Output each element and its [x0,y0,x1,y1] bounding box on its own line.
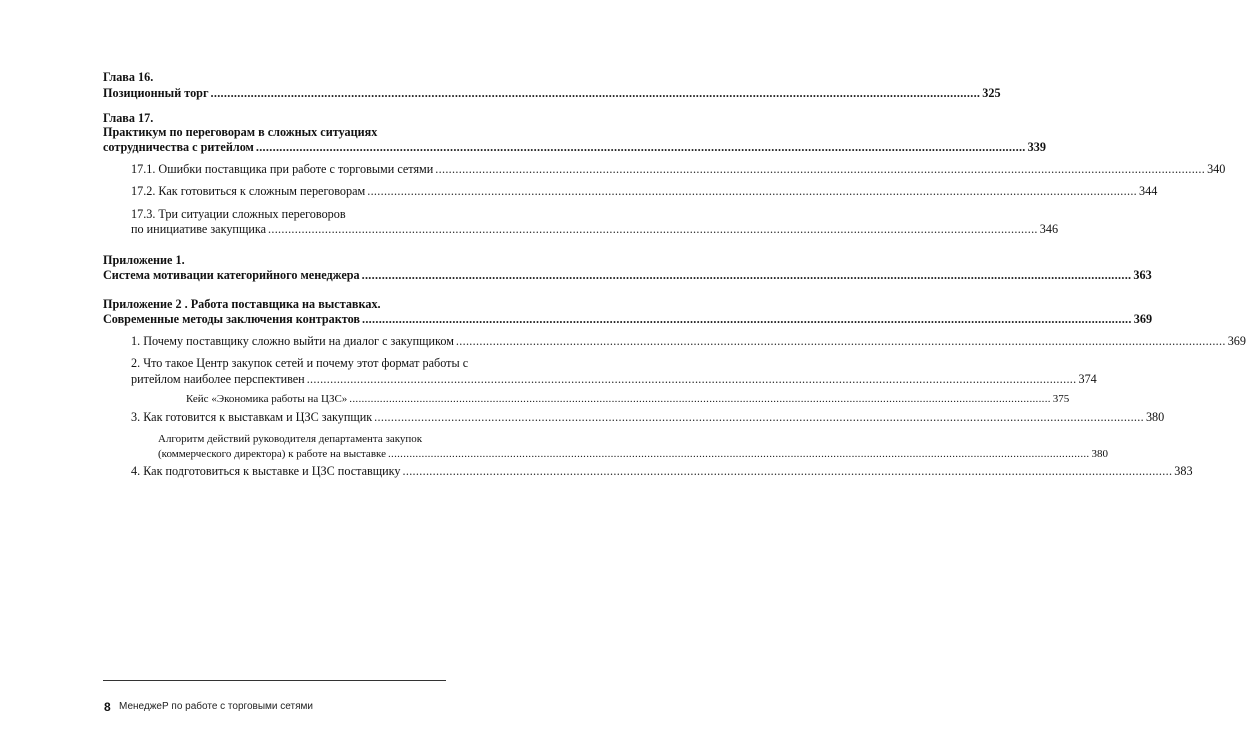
footer-divider [103,680,446,681]
leader-dots: ...................................................................................................................................................................................................................................... [435,162,1206,176]
toc-entry-chapter-16[interactable] [103,86,1001,100]
leader-dots: ...................................................................................................................................................................................................................................... [361,312,1132,326]
toc-entry-title: ритейлом наиболее перспективен [131,372,305,386]
toc-page-number: 369 [1133,312,1153,326]
toc-page-number: 363 [1133,268,1152,282]
toc-entry-title: 17.2. Как готовиться к сложным переговорам [131,184,366,198]
toc-page-number: 369 [1227,334,1246,348]
toc-page-number: 375 [1052,393,1070,405]
toc-entry-chapter-17[interactable] [103,140,1046,154]
toc-entry-app2-2[interactable] [131,372,1097,386]
leader-dots: ...................................................................................................................................................................................................................................... [455,334,1226,348]
chapter-17-title-line1: Практикум по переговорам в сложных ситуациях [103,125,378,139]
leader-dots: ...................................................................................................................................................................................................................................... [306,372,1077,386]
toc-entry-title: Позиционный торг [103,86,209,100]
toc-entry-title: по инициативе закупщика [131,222,266,236]
toc-entry-app2-1[interactable] [131,334,1246,348]
leader-dots: ...................................................................................................................................................................................................................................... [374,410,1144,424]
toc-page-number: 339 [1027,140,1046,154]
appendix-1-heading: Приложение 1. [103,253,185,267]
toc-entry-title: сотрудничества с ритейлом [103,140,254,154]
toc-entry-17-3-line1: 17.3. Три ситуации сложных переговоров [131,207,346,221]
leader-dots: ...................................................................................................................................................................................................................................... [361,268,1132,282]
toc-entry-appendix-2[interactable] [103,312,1153,326]
toc-entry-title: 17.1. Ошибки поставщика при работе с торговыми сетями [131,162,434,176]
toc-page-number: 340 [1207,162,1226,176]
running-title: МенеджеР по работе с торговыми сетями [119,701,313,712]
toc-entry-17-1[interactable] [131,162,1226,176]
toc-entry-title: 3. Как готовится к выставкам и ЦЗС закупщик [131,410,373,424]
leader-dots: ...................................................................................................................................................................................................................................... [210,86,981,100]
chapter-17-heading: Глава 17. [103,111,154,125]
toc-entry-title: (коммерческого директора) к работе на выставке [158,448,386,460]
toc-entry-algorithm-line1: Алгоритм действий руководителя департамента закупок [158,433,423,445]
page-number: 8 [104,700,111,714]
leader-dots: ...................................................................................................................................................................................................................................... [349,393,1051,405]
leader-dots: ...................................................................................................................................................................................................................................... [255,140,1026,154]
toc-entry-title: Кейс «Экономика работы на ЦЗС» [186,393,348,405]
leader-dots: ...................................................................................................................................................................................................................................... [387,448,1090,460]
leader-dots: ...................................................................................................................................................................................................................................... [402,464,1173,478]
toc-entry-17-2[interactable] [131,184,1158,198]
toc-page-number: 380 [1145,410,1165,424]
chapter-16-heading: Глава 16. [103,70,154,84]
toc-entry-title: 4. Как подготовиться к выставке и ЦЗС поставщику [131,464,401,478]
toc-page-number: 383 [1174,464,1193,478]
toc-entry-17-3[interactable] [131,222,1059,236]
toc-page-number: 344 [1139,184,1158,198]
toc-page-number: 374 [1078,372,1097,386]
leader-dots: ...................................................................................................................................................................................................................................... [367,184,1138,198]
toc-entry-algorithm[interactable] [158,447,1108,461]
appendix-2-heading: Приложение 2 . Работа поставщика на выставках. [103,297,381,311]
toc-page-number: 325 [982,86,1001,100]
leader-dots: ...................................................................................................................................................................................................................................... [268,222,1038,236]
toc-entry-app2-3[interactable] [131,410,1165,424]
toc-entry-title: Система мотивации категорийного менеджера [103,268,360,282]
toc-page-number: 346 [1039,222,1059,236]
toc-entry-title: Современные методы заключения контрактов [103,312,360,326]
toc-entry-appendix-1[interactable] [103,268,1152,282]
toc-entry-app2-2-line1: 2. Что такое Центр закупок сетей и почему этот формат работы с [131,356,469,370]
toc-page-number: 380 [1091,448,1108,460]
toc-entry-case-czs[interactable] [186,392,1070,406]
toc-entry-title: 1. Почему поставщику сложно выйти на диалог с закупщиком [131,334,454,348]
toc-entry-app2-4[interactable] [131,464,1193,478]
